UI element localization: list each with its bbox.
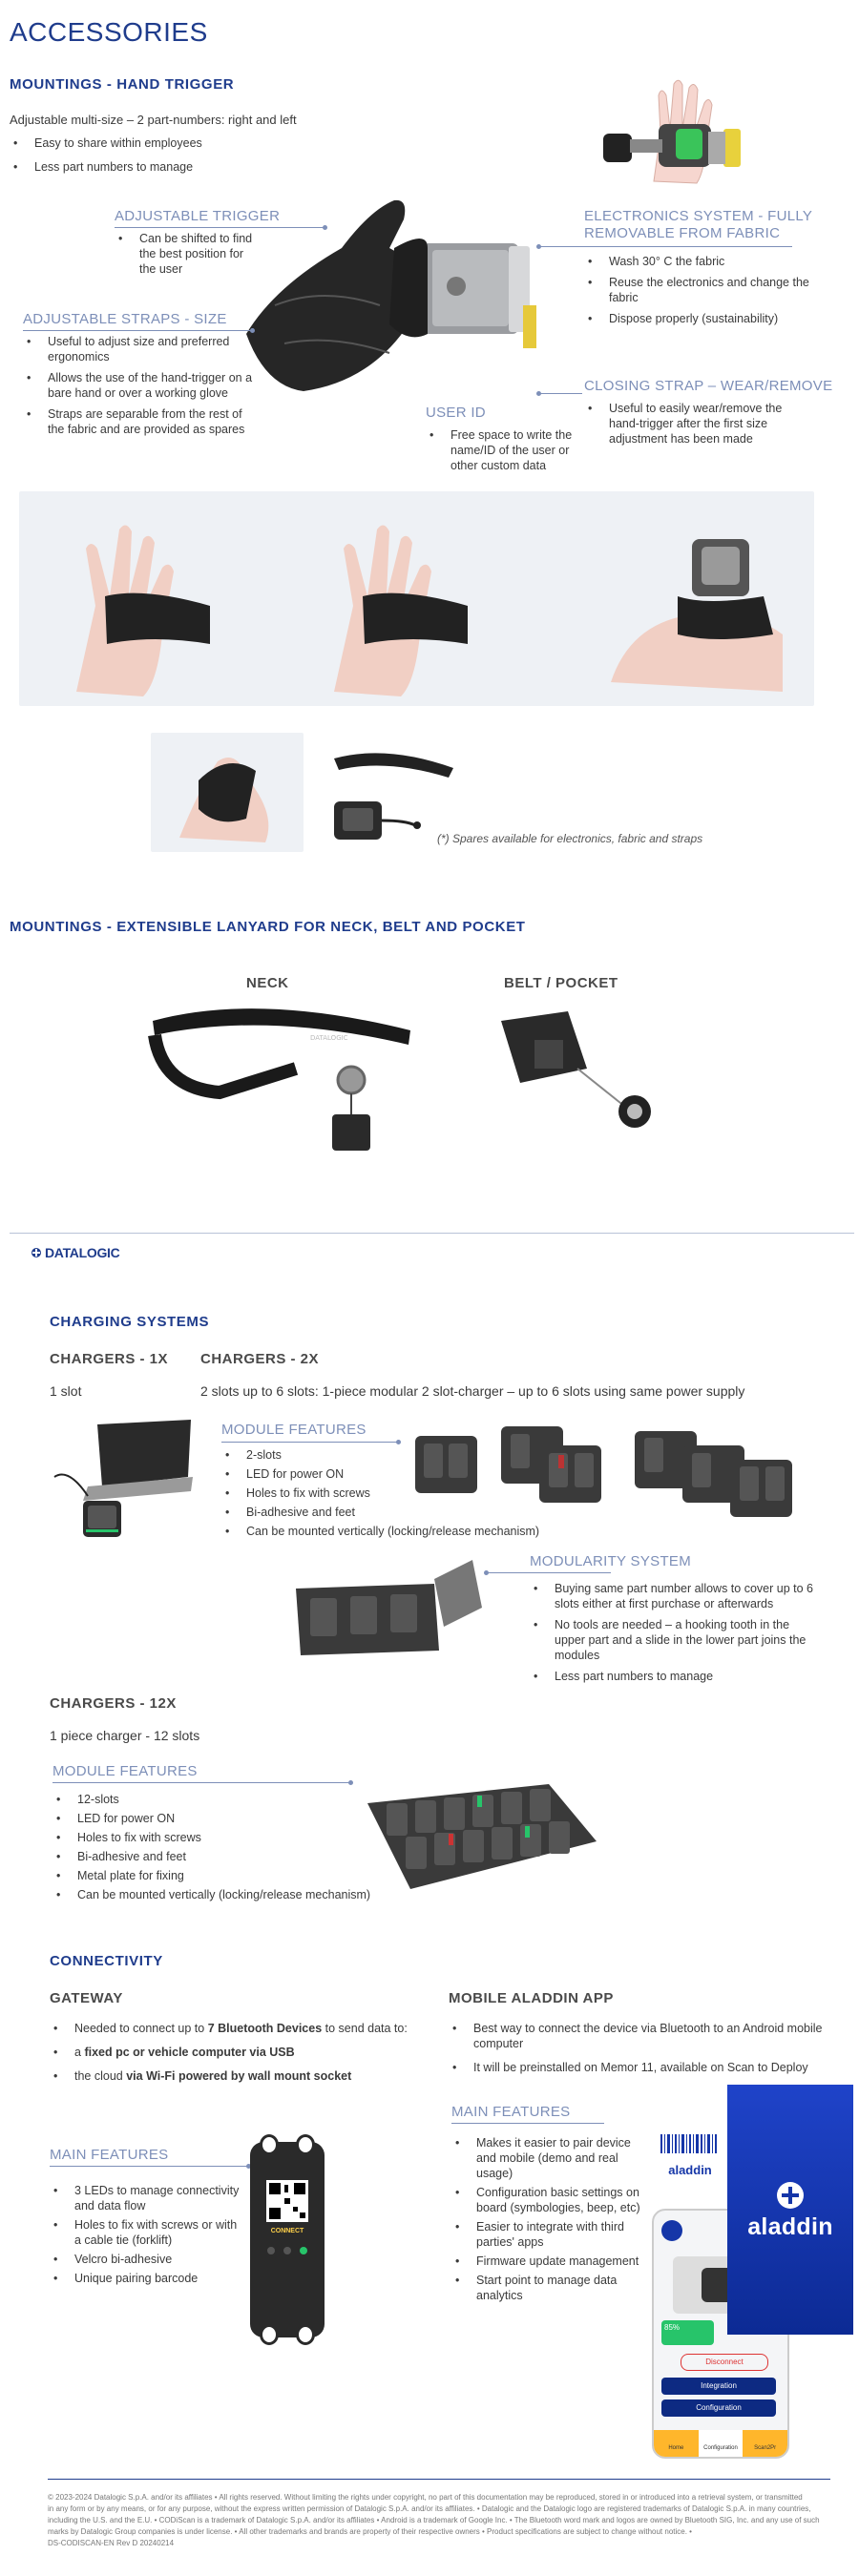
callout-dot xyxy=(536,391,541,396)
tab-home[interactable]: Home xyxy=(668,2445,684,2451)
hand-trigger-heading: MOUNTINGS - HAND TRIGGER xyxy=(10,76,235,93)
list-item: • Bi-adhesive and feet xyxy=(221,1505,555,1520)
modularity-list xyxy=(530,1581,816,1690)
spares-note-text: (*) Spares available for electronics, fabric and straps xyxy=(437,832,703,845)
mount-hole-icon xyxy=(296,2134,315,2155)
callout-dot xyxy=(348,1780,353,1785)
list-item: • Wash 30° C the fabric xyxy=(584,254,818,269)
callout-line xyxy=(487,1572,611,1573)
closing-strap-label: CLOSING STRAP – WEAR/REMOVE xyxy=(584,378,833,394)
adjustable-straps-list xyxy=(23,334,257,443)
section-divider xyxy=(10,1233,854,1234)
gateway-connect-label: CONNECT xyxy=(270,2228,304,2234)
electronics-list xyxy=(584,254,818,332)
list-item: • Straps are separable from the rest of the fabric and are provided as spares xyxy=(23,406,257,437)
user-id-list xyxy=(426,427,588,477)
chargers-1x-desc: 1 slot xyxy=(50,1383,82,1399)
callout-line xyxy=(50,2166,248,2167)
app-features-list xyxy=(451,2135,642,2307)
app-list xyxy=(449,2021,849,2084)
callout-line xyxy=(221,1442,398,1443)
list-item: • Less part numbers to manage xyxy=(10,159,296,175)
callout-dot xyxy=(396,1440,401,1444)
led-icon xyxy=(267,2247,275,2254)
list-item: • Makes it easier to pair device and mobile (demo and real usage) xyxy=(451,2135,642,2181)
list-item: • Easy to share within employees xyxy=(10,135,296,151)
gateway-b3-bold: via Wi-Fi powered by wall mount socket xyxy=(126,2069,352,2083)
adjustable-straps-label: ADJUSTABLE STRAPS - SIZE xyxy=(23,311,227,327)
electronics-label-line1: ELECTRONICS SYSTEM - FULLY xyxy=(584,208,813,224)
datalogic-logo-icon xyxy=(31,1247,42,1258)
app-features-label: MAIN FEATURES xyxy=(451,2104,571,2120)
neck-lanyard-image xyxy=(143,1002,415,1154)
footer-doc-code: DS-CODISCAN-EN Rev D 20240214 xyxy=(48,2539,175,2547)
belt-clip-image xyxy=(482,1002,673,1135)
app-title: MOBILE ALADDIN APP xyxy=(449,1990,614,2006)
gateway-title: GATEWAY xyxy=(50,1990,123,2006)
list-item: • It will be preinstalled on Memor 11, available on Scan to Deploy xyxy=(449,2060,849,2075)
aladdin-icon xyxy=(775,2180,806,2211)
list-item: • Can be shifted to find the best position for the user xyxy=(115,231,258,277)
hand-trigger-wearing-photos xyxy=(19,491,814,706)
led-icon xyxy=(283,2247,291,2254)
lanyard-heading: MOUNTINGS - EXTENSIBLE LANYARD FOR NECK, BELT AND POCKET xyxy=(10,919,526,935)
mount-hole-icon xyxy=(296,2324,315,2345)
footer-divider xyxy=(48,2479,830,2480)
callout-dot xyxy=(484,1570,489,1575)
aladdin-app-panel xyxy=(727,2085,853,2335)
list-item: • LED for power ON xyxy=(221,1466,555,1482)
list-item: • Configuration basic settings on board (symbologies, beep, etc) xyxy=(451,2185,642,2215)
list-item xyxy=(50,2068,441,2084)
chargers-12x-desc: 1 piece charger - 12 slots xyxy=(50,1728,200,1743)
gateway-b1-pre: Needed to connect up to xyxy=(74,2022,208,2035)
gateway-b1-bold: 7 Bluetooth Devices xyxy=(207,2022,323,2035)
list-item: • Unique pairing barcode xyxy=(50,2271,241,2286)
list-item: • Useful to easily wear/remove the hand-trigger after the first size adjustment has been made xyxy=(584,401,804,447)
connectivity-heading: CONNECTIVITY xyxy=(50,1953,163,1969)
app-barcode-logo xyxy=(657,2132,723,2192)
aladdin-logo-text: aladdin xyxy=(747,2213,833,2240)
list-item: • Allows the use of the hand-trigger on a bare hand or over a working glove xyxy=(23,370,257,401)
list-item: • Firmware update management xyxy=(451,2254,642,2269)
list-item: • Velcro bi-adhesive xyxy=(50,2252,241,2267)
modularity-label: MODULARITY SYSTEM xyxy=(530,1553,692,1569)
mount-hole-icon xyxy=(260,2324,279,2345)
list-item: • Best way to connect the device via Bluetooth to an Android mobile computer xyxy=(449,2021,849,2051)
list-item: • Easier to integrate with third parties' apps xyxy=(451,2219,642,2250)
neck-label: NECK xyxy=(246,975,289,991)
list-item: • Can be mounted vertically (locking/release mechanism) xyxy=(52,1887,377,1902)
tab-configuration[interactable]: Configuration xyxy=(699,2430,744,2457)
list-item xyxy=(50,2021,441,2036)
aladdin-small-logo-text: aladdin xyxy=(668,2163,712,2177)
charging-heading: CHARGING SYSTEMS xyxy=(50,1314,210,1330)
disconnect-button[interactable]: Disconnect xyxy=(681,2354,768,2371)
spares-note xyxy=(437,832,702,845)
module12-features-list xyxy=(52,1792,377,1906)
page-title: ACCESSORIES xyxy=(10,17,208,47)
gateway-features-list xyxy=(50,2183,241,2290)
footer-line: in any form or by any means, or for any purpose, without the express written permission of Datalogic S.p.A. and/or its affiliates. • Datalogic and the Datalogic logo are registered trademarks of Datalogic S.p.A. in many countries, xyxy=(48,2504,811,2513)
callout-dot xyxy=(323,225,327,230)
mount-hole-icon xyxy=(260,2134,279,2155)
charger-1x-image xyxy=(50,1420,193,1544)
list-item: • Metal plate for fixing xyxy=(52,1868,377,1883)
datalogic-logo xyxy=(31,1245,119,1260)
closing-strap-list xyxy=(584,401,804,450)
callout-dot xyxy=(536,244,541,249)
callout-line xyxy=(539,246,792,247)
battery-indicator xyxy=(661,2320,714,2345)
footer-line: © 2023-2024 Datalogic S.p.A. and/or its affiliates • All rights reserved. Without limiting the rights under copyright, no part of this documentation may be reproduced, stored in or introduced into a retrieval system, or transmitted xyxy=(48,2493,803,2502)
electronics-label-line2: REMOVABLE FROM FABRIC xyxy=(584,225,781,241)
hand-trigger-product-image xyxy=(237,191,580,396)
list-item: • Bi-adhesive and feet xyxy=(52,1849,377,1864)
gateway-b2-pre: a xyxy=(74,2046,85,2059)
callout-dot xyxy=(250,328,255,333)
chargers-2x-title: CHARGERS - 2X xyxy=(200,1351,320,1367)
gateway-b1-post: to send data to: xyxy=(322,2022,408,2035)
charger-modular-image xyxy=(291,1550,492,1660)
belt-pocket-label: BELT / POCKET xyxy=(504,975,618,991)
charger-2x-4x-6x-image xyxy=(410,1417,821,1550)
list-item: • Dispose properly (sustainability) xyxy=(584,311,818,326)
chargers-12x-title: CHARGERS - 12X xyxy=(50,1695,177,1712)
callout-line xyxy=(52,1782,350,1783)
list-item: • Useful to adjust size and preferred ergonomics xyxy=(23,334,257,364)
chargers-2x-desc: 2 slots up to 6 slots: 1-piece modular 2 slot-charger – up to 6 slots using same power supply xyxy=(200,1383,745,1399)
callout-line xyxy=(23,330,252,331)
barcode-icon xyxy=(657,2132,723,2157)
module-features-label: MODULE FEATURES xyxy=(221,1422,367,1438)
hand-trigger-intro: Adjustable multi-size – 2 part-numbers: right and left xyxy=(10,113,297,127)
datalogic-logo-text: DATALOGIC xyxy=(45,1245,120,1260)
gateway-b2-bold: fixed pc or vehicle computer via USB xyxy=(84,2046,295,2059)
tab-scan2pr[interactable]: Scan2Pr xyxy=(754,2445,777,2451)
led-icon xyxy=(300,2247,307,2254)
list-item xyxy=(50,2045,441,2060)
phone-tab-bar xyxy=(654,2430,787,2457)
list-item: • Reuse the electronics and change the fabric xyxy=(584,275,818,305)
list-item: • Holes to fix with screws or with a cable tie (forklift) xyxy=(50,2217,241,2248)
list-item: • Buying same part number allows to cover up to 6 slots either at first purchase or afterwards xyxy=(530,1581,816,1611)
list-item: • Holes to fix with screws xyxy=(221,1485,555,1501)
footer-legal xyxy=(48,2492,830,2549)
hand-trigger-intro-list xyxy=(10,135,296,183)
list-item: • No tools are needed – a hooking tooth in the upper part and a slide in the lower part joins the modules xyxy=(530,1617,816,1663)
pairing-qr-icon xyxy=(266,2180,308,2222)
list-item: • Holes to fix with screws xyxy=(52,1830,377,1845)
footer-line: including the U.S. and the E.U. • CODiScan is a trademark of Datalogic S.p.A. and/or its affiliates • Android is a trademark of Google Inc. • The Bluetooth word mark and logos are owned by Bluetooth SIG, Inc. and any use of such xyxy=(48,2516,820,2524)
list-item: • 12-slots xyxy=(52,1792,377,1807)
adjustable-trigger-label: ADJUSTABLE TRIGGER xyxy=(115,208,281,224)
list-item: • LED for power ON xyxy=(52,1811,377,1826)
list-item: • Less part numbers to manage xyxy=(530,1669,816,1684)
list-item: • Free space to write the name/ID of the user or other custom data xyxy=(426,427,588,473)
integration-button[interactable]: Integration xyxy=(661,2378,776,2395)
list-item: • Can be mounted vertically (locking/release mechanism) xyxy=(221,1524,555,1539)
gateway-device-image xyxy=(250,2142,325,2337)
callout-line xyxy=(539,393,582,394)
app-avatar-icon xyxy=(661,2220,682,2241)
footer-line: marks by Datalogic Group companies is under license. • All other trademarks and brands are property of their respective owners • Product specifications are subject to change without notice. • xyxy=(48,2527,692,2536)
chargers-1x-title: CHARGERS - 1X xyxy=(50,1351,169,1367)
callout-line xyxy=(451,2123,604,2124)
list-item: • Start point to manage data analytics xyxy=(451,2273,642,2303)
gateway-features-label: MAIN FEATURES xyxy=(50,2147,169,2163)
adjustable-trigger-list xyxy=(115,231,258,280)
list-item: • 3 LEDs to manage connectivity and data flow xyxy=(50,2183,241,2213)
gateway-b3-pre: the cloud xyxy=(74,2069,127,2083)
list-item: • 2-slots xyxy=(221,1447,555,1463)
callout-line xyxy=(115,227,325,228)
battery-value: 85% xyxy=(664,2323,681,2332)
spare-fabric-photo xyxy=(151,733,304,852)
lanyard-print: DATALOGIC xyxy=(310,1034,348,1042)
user-id-label: USER ID xyxy=(426,405,486,421)
charger-12x-image xyxy=(358,1775,601,1899)
module12-features-label: MODULE FEATURES xyxy=(52,1763,198,1779)
hand-trigger-worn-illustration xyxy=(601,76,759,186)
configuration-button[interactable]: Configuration xyxy=(661,2399,776,2417)
gateway-list xyxy=(50,2021,441,2092)
